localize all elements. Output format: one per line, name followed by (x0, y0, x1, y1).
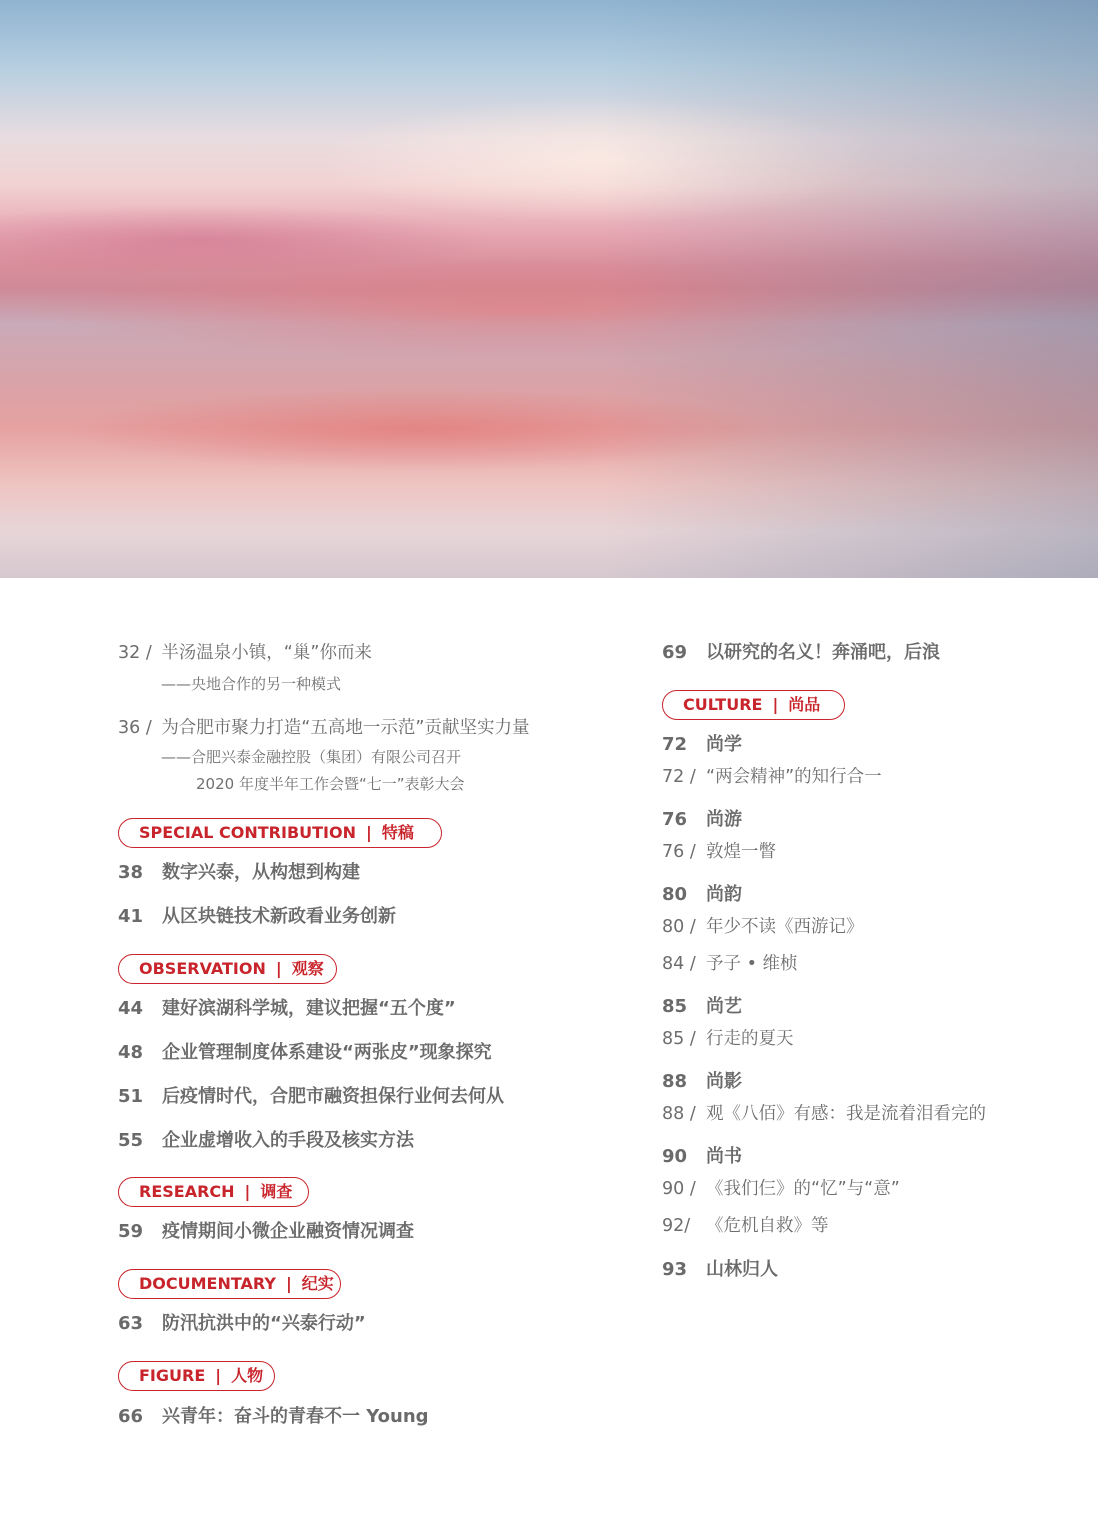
entry-title: 以研究的名义！奔涌吧，后浪 (706, 642, 940, 663)
tag-en: DOCUMENTARY (139, 1274, 276, 1293)
entry-number: 90 (662, 1146, 688, 1167)
entry-title: 企业管理制度体系建设“两张皮”现象探究 (162, 1042, 492, 1063)
entry-title: 企业虚增收入的手段及核实方法 (162, 1130, 414, 1151)
entry-title: 《我们仨》的“忆”与“意” (706, 1179, 900, 1199)
entry-title: 为合肥市聚力打造“五高地一示范”贡献坚实力量 (161, 718, 530, 738)
entry-number: 51 (118, 1086, 144, 1107)
entry-title: 敦煌一瞥 (706, 842, 776, 862)
toc-entry-72[interactable] (662, 763, 882, 788)
entry-number: 92/ (662, 1216, 691, 1236)
entry-number: 66 (118, 1406, 144, 1427)
entry-number: 85 (662, 996, 688, 1017)
toc-entry-38[interactable] (118, 858, 360, 884)
entry-number: 32 / (118, 643, 152, 663)
entry-number: 44 (118, 998, 144, 1019)
entry-title: 年少不读《西游记》 (706, 917, 864, 937)
entry-number: 76 (662, 809, 688, 830)
tag-sep: | (285, 1274, 292, 1293)
toc-entry-85[interactable] (662, 1025, 794, 1050)
tag-sep: | (275, 959, 282, 978)
entry-subtitle: ——合肥兴泰金融控股（集团）有限公司召开 (161, 748, 462, 766)
entry-number: 36 / (118, 718, 152, 738)
entry-title: 《危机自救》等 (706, 1216, 829, 1236)
entry-title: 尚游 (706, 809, 742, 830)
tag-sep: | (366, 823, 372, 842)
section-tag-research (118, 1177, 309, 1207)
entry-number: 80 (662, 884, 688, 905)
tag-en: CULTURE (683, 695, 763, 714)
entry-number: 69 (662, 642, 688, 663)
tag-en: RESEARCH (139, 1182, 235, 1201)
entry-title: 数字兴泰，从构想到构建 (162, 862, 360, 883)
entry-title: 予子 • 维桢 (706, 954, 798, 974)
section-header-72[interactable] (662, 730, 742, 756)
tag-sep: | (244, 1182, 251, 1201)
entry-title: 尚书 (706, 1146, 742, 1167)
section-header-80[interactable] (662, 880, 742, 906)
entry-title: 尚韵 (706, 884, 742, 905)
tag-cn: 调查 (260, 1182, 293, 1201)
entry-subtitle: 2020 年度半年工作会暨“七一”表彰大会 (196, 775, 465, 793)
entry-title: 尚影 (706, 1071, 742, 1092)
entry-title: 疫情期间小微企业融资情况调查 (162, 1221, 414, 1242)
tag-cn: 观察 (291, 959, 324, 978)
entry-number: 80 / (662, 917, 696, 937)
section-tag-special-contribution (118, 818, 442, 848)
toc-entry-59[interactable] (118, 1217, 414, 1243)
entry-number: 63 (118, 1313, 144, 1334)
toc-entry-93[interactable] (662, 1255, 778, 1281)
toc-entry-76[interactable] (662, 838, 776, 863)
entry-title: 后疫情时代，合肥市融资担保行业何去何从 (162, 1086, 504, 1107)
toc-entry-92[interactable] (662, 1212, 829, 1237)
entry-title: 尚学 (706, 734, 742, 755)
tag-cn: 特稿 (381, 823, 414, 842)
hero-sunset-image (0, 0, 1098, 578)
toc-entry-88[interactable] (662, 1100, 986, 1125)
tag-sep: | (215, 1366, 222, 1385)
entry-number: 85 / (662, 1029, 696, 1049)
entry-title: 山林归人 (706, 1259, 778, 1280)
toc-entry-51[interactable] (118, 1082, 504, 1108)
section-tag-figure (118, 1361, 275, 1391)
section-tag-documentary (118, 1269, 341, 1299)
entry-number: 72 / (662, 767, 696, 787)
entry-number: 59 (118, 1221, 144, 1242)
toc-entry-41[interactable] (118, 902, 396, 928)
toc-entry-63[interactable] (118, 1309, 366, 1335)
section-header-85[interactable] (662, 992, 742, 1018)
toc-entry-80[interactable] (662, 913, 864, 938)
entry-number: 88 / (662, 1104, 696, 1124)
entry-number: 76 / (662, 842, 696, 862)
entry-number: 93 (662, 1259, 688, 1280)
entry-title: 建好滨湖科学城，建议把握“五个度” (162, 998, 456, 1019)
entry-number: 72 (662, 734, 688, 755)
entry-title: 半汤温泉小镇，“巢”你而来 (161, 643, 372, 663)
section-header-76[interactable] (662, 805, 742, 831)
entry-subtitle: ——央地合作的另一种模式 (161, 675, 342, 693)
toc-entry-48[interactable] (118, 1038, 492, 1064)
entry-number: 88 (662, 1071, 688, 1092)
toc-entry-44[interactable] (118, 994, 456, 1020)
entry-title: 观《八佰》有感：我是流着泪看完的 (706, 1104, 986, 1124)
entry-number: 38 (118, 862, 144, 883)
entry-number: 48 (118, 1042, 144, 1063)
entry-title: “两会精神”的知行合一 (706, 767, 882, 787)
entry-title: 行走的夏天 (706, 1029, 794, 1049)
tag-en: OBSERVATION (139, 959, 266, 978)
toc-entry-90[interactable] (662, 1175, 900, 1200)
tag-cn: 尚品 (788, 695, 821, 714)
entry-number: 84 / (662, 954, 696, 974)
toc-entry-55[interactable] (118, 1126, 414, 1152)
toc-entry-32[interactable] (118, 639, 372, 664)
entry-number: 55 (118, 1130, 144, 1151)
tag-cn: 纪实 (301, 1274, 334, 1293)
section-header-90[interactable] (662, 1142, 742, 1168)
tag-sep: | (772, 695, 779, 714)
toc-entry-66[interactable] (118, 1402, 429, 1428)
toc-entry-69[interactable] (662, 638, 940, 664)
toc-entry-36[interactable] (118, 714, 529, 739)
entry-title: 尚艺 (706, 996, 742, 1017)
entry-title: 防汛抗洪中的“兴泰行动” (162, 1313, 366, 1334)
section-header-88[interactable] (662, 1067, 742, 1093)
section-tag-culture (662, 690, 845, 720)
toc-entry-84[interactable] (662, 950, 797, 975)
tag-cn: 人物 (231, 1366, 264, 1385)
entry-title: 兴青年：奋斗的青春不一 Young (162, 1406, 429, 1427)
entry-number: 90 / (662, 1179, 696, 1199)
tag-en: SPECIAL CONTRIBUTION (139, 823, 356, 842)
section-tag-observation (118, 954, 337, 984)
entry-number: 41 (118, 906, 144, 927)
entry-title: 从区块链技术新政看业务创新 (162, 906, 396, 927)
tag-en: FIGURE (139, 1366, 206, 1385)
